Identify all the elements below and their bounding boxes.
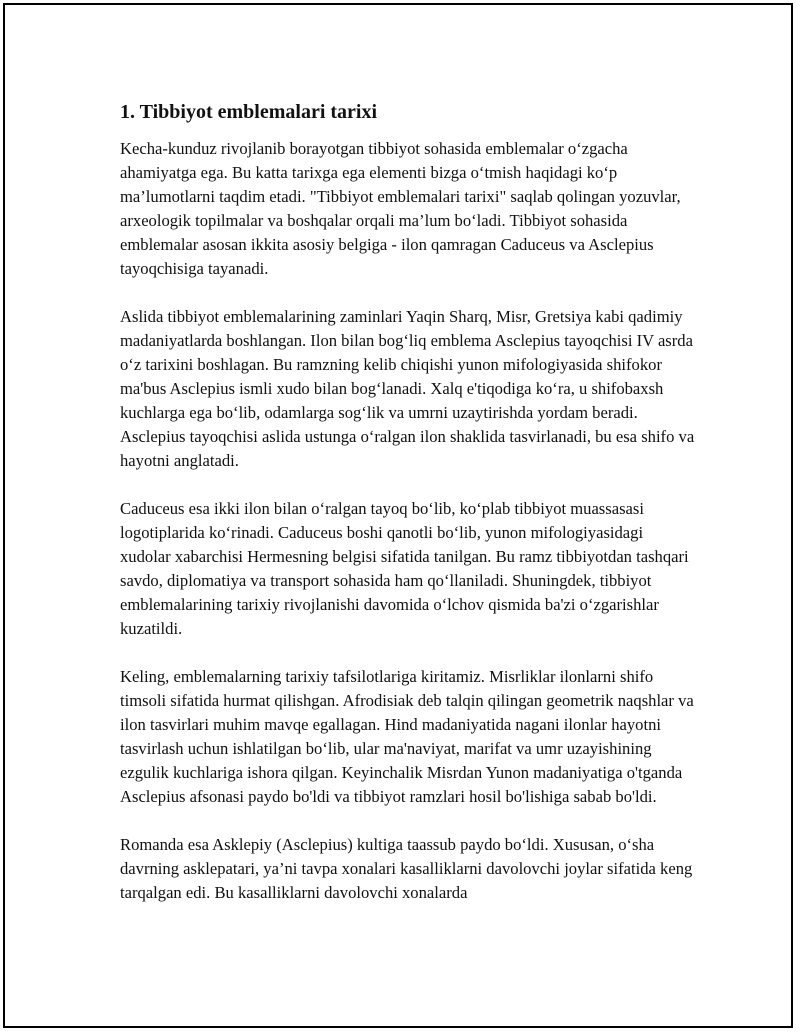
paragraph-4: Keling, emblemalarning tarixiy tafsilotlariga kiritamiz. Misrliklar ilonlarni shifo timsoli sifatida hurmat qilishgan. Afrodisiak deb talqin qilingan geometrik naqshlar va ilon tasvirlari muhim mavqe egallagan. Hind madaniyatida nagani ilonlar hayotni tasvirlash uchun ishlatilgan bo‘lib, ular ma'naviyat, marifat va umr uzayishining ezgulik kuchlariga ishora qilgan. Keyinchalik Misrdan Yunon madaniyatiga o'tganda Asclepius afsonasi paydo bo'ldi va tibbiyot ramzlari hosil bo'lishiga sabab bo'ldi. (120, 667, 694, 806)
document-body (120, 98, 695, 929)
paragraph-2: Aslida tibbiyot emblemalarining zaminlari Yaqin Sharq, Misr, Gretsiya kabi qadimiy madaniyatlarda boshlangan. Ilon bilan bog‘liq emblema Asclepius tayoqchisi IV asrda o‘z tarixini boshlagan. Bu ramzning kelib chiqishi yunon mifologiyasida shifokor ma'bus Asclepius ismli xudo bilan bog‘lanadi. Xalq e'tiqodiga ko‘ra, u shifobaxsh kuchlarga ega bo‘lib, odamlarga sog‘lik va umrni uzaytirishda yordam beradi. Asclepius tayoqchisi aslida ustunga o‘ralgan ilon shaklida tasvirlanadi, bu esa shifo va hayotni anglatadi. (120, 307, 695, 470)
page-title: 1. Tibbiyot emblemalari tarixi (120, 101, 378, 123)
paragraph-5: Romanda esa Asklepiy (Asclepius) kultiga taassub paydo bo‘ldi. Xususan, o‘sha davrning asklepatari, ya’ni tavpa xonalari kasalliklarni davolovchi joylar sifatida keng tarqalgan edi. Bu kasalliklarni davolovchi xonalarda (120, 835, 693, 902)
paragraph-1: Kecha-kunduz rivojlanib borayotgan tibbiyot sohasida emblemalar o‘zgacha ahamiyatga ega. Bu katta tarixga ega elementi bizga o‘tmish haqidagi ko‘p ma’lumotlarni taqdim etadi. "Tibbiyot emblemalari tarixi" saqlab qolingan yozuvlar, arxeologik topilmalar va boshqalar orqali ma’lum bo‘ladi. Tibbiyot sohasida emblemalar asosan ikkita asosiy belgiga - ilon qamragan Caduceus va Asclepius tayoqchisiga tayanadi. (120, 139, 681, 278)
document-page (3, 3, 793, 1028)
paragraph-3: Caduceus esa ikki ilon bilan o‘ralgan tayoq bo‘lib, ko‘plab tibbiyot muassasasi logotiplarida ko‘rinadi. Caduceus boshi qanotli bo‘lib, yunon mifologiyasidagi xudolar xabarchisi Hermesning belgisi sifatida tanilgan. Bu ramz tibbiyotdan tashqari savdo, diplomatiya va transport sohasida ham qo‘llaniladi. Shuningdek, tibbiyot emblemalarining tarixiy rivojlanishi davomida o‘lchov qismida ba'zi o‘zgarishlar kuzatildi. (120, 499, 689, 638)
